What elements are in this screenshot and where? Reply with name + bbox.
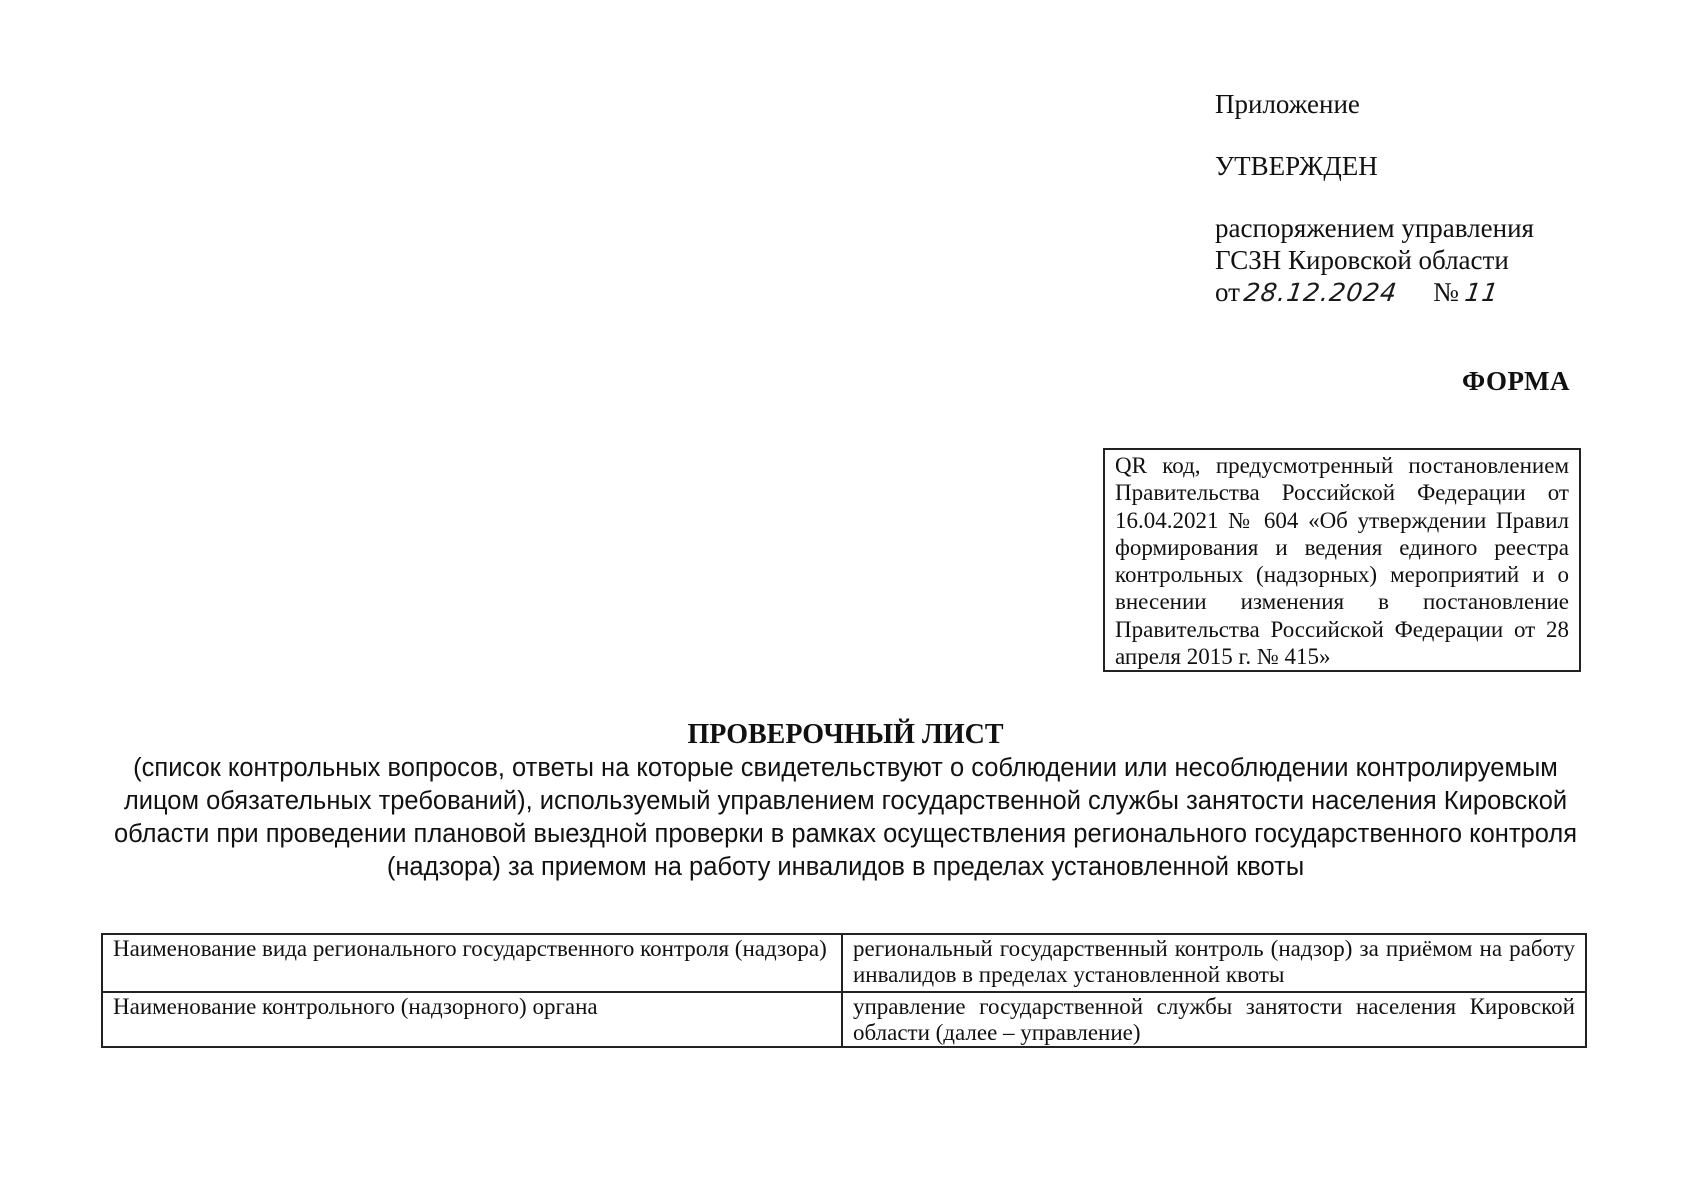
table-cell-value: управление государственной службы занятости населения Кировской области (далее – управление) [842,992,1586,1047]
document-title: ПРОВЕРОЧНЫЙ ЛИСТ [687,719,1004,750]
approved-label: УТВЕРЖДЕН [1215,151,1378,181]
form-label: ФОРМА [1462,366,1570,396]
date-prefix: от [1215,277,1240,307]
table-cell-label: Наименование контрольного (надзорного) органа [102,992,842,1047]
table-cell-label: Наименование вида регионального государственного контроля (надзора) [102,934,842,992]
qr-code-note-box: QR код, предусмотренный постановлением Правительства Российской Федерации от 16.04.2021 № 604 «Об утверждении Правил формирования и ведения единого реестра контрольных (надзорных) мероприятий и о внесении изменения в постановление Правительства Российской Федерации от 28 апреля 2015 г. № 415» [1103,448,1581,672]
title-block [60,718,1631,884]
handwritten-number: 11 [1462,278,1501,307]
info-table [101,933,1587,1048]
table-row [102,992,1586,1047]
approval-block [1215,88,1635,309]
order-line-2: ГСЗН Кировской области [1215,245,1509,275]
order-date-line [1215,276,1635,309]
table-cell-value: региональный государственный контроль (надзор) за приёмом на работу инвалидов в пределах установленной квоты [842,934,1586,992]
number-sign: № [1433,277,1459,307]
table-row [102,934,1586,992]
handwritten-date: 28.12.2024 [1241,278,1400,307]
order-line-1: распоряжением управления [1215,213,1534,243]
document-subtitle: (список контрольных вопросов, ответы на которые свидетельствуют о соблюдении или несоблюдении контролируемым лицом обязательных требований), используемый управлением государственной службы занятости населения Кировской области при проведении плановой выездной проверки в рамках осуществления регионального государственного контроля (надзора) за приемом на работу инвалидов в пределах установленной квоты [113,754,1578,881]
appendix-label: Приложение [1215,89,1360,119]
